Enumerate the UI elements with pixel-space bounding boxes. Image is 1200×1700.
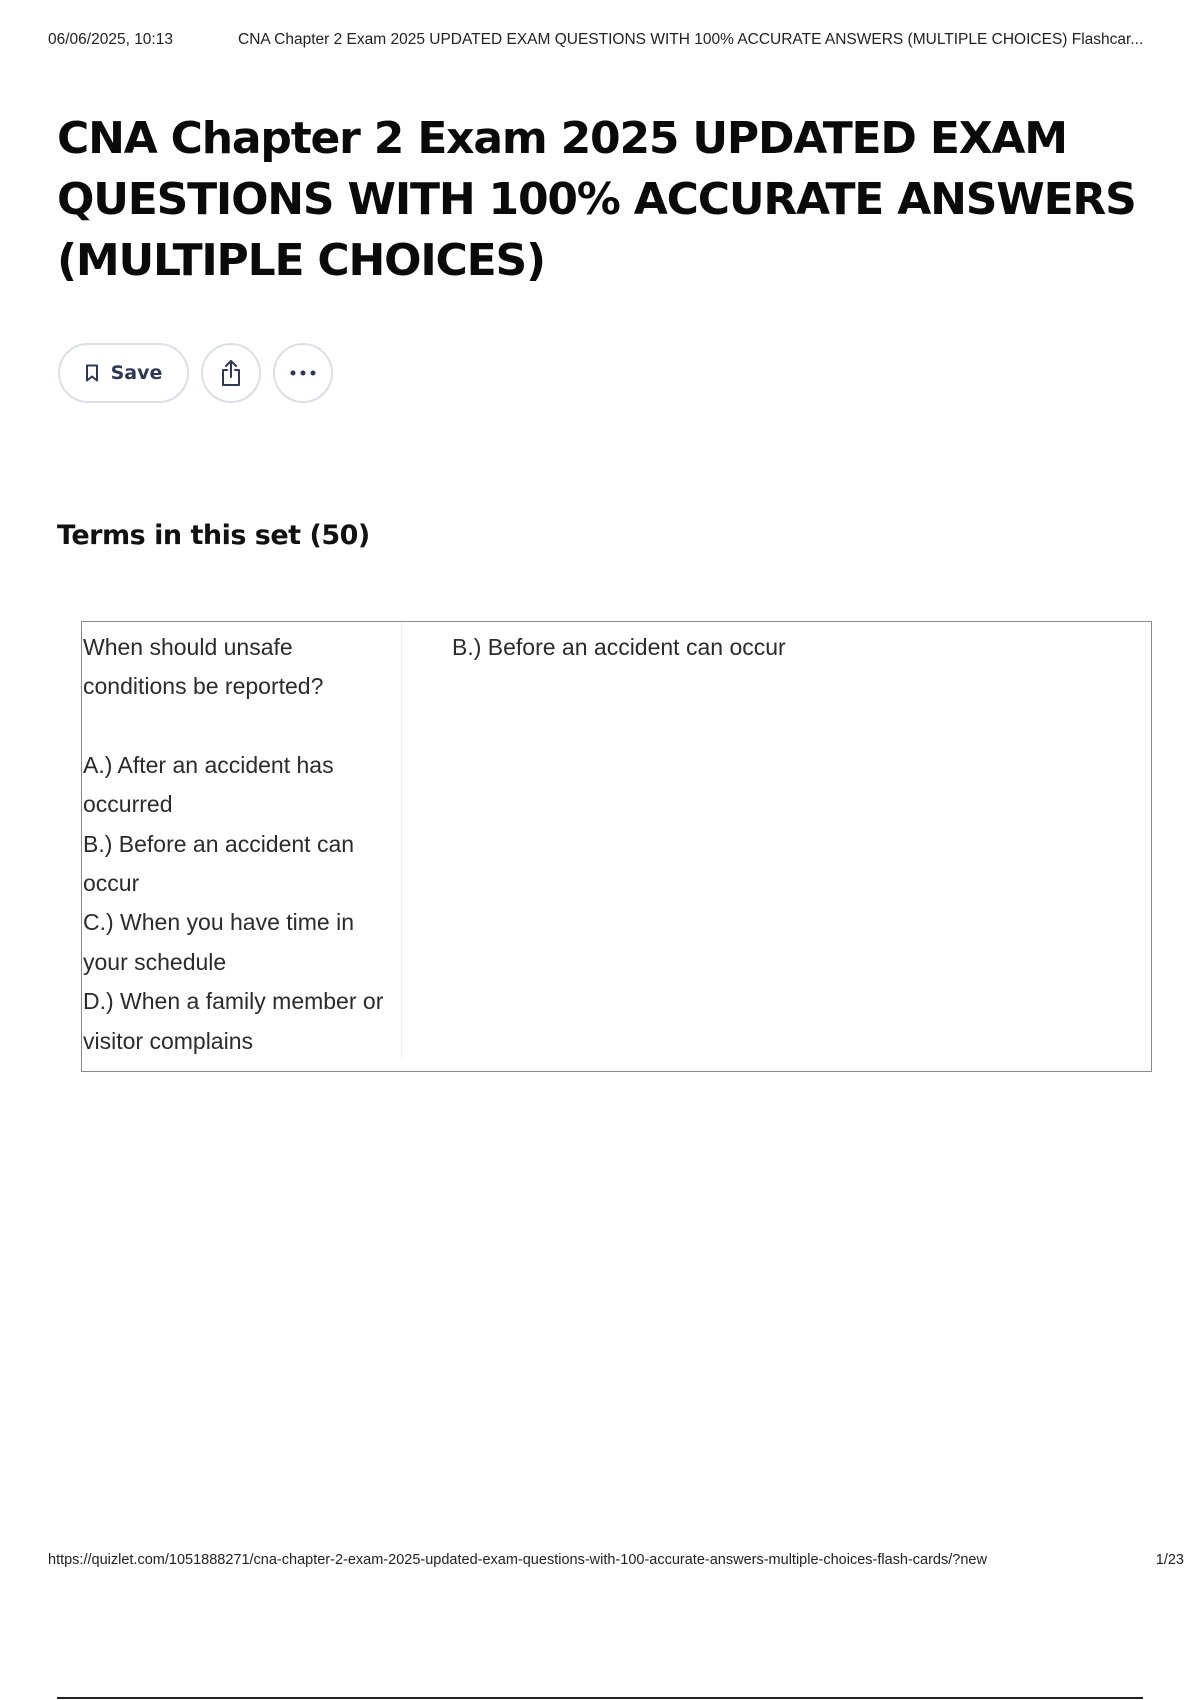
- print-url: https://quizlet.com/1051888271/cna-chapter-2-exam-2025-updated-exam-questions-with-100-accurate-answers-multiple-choices-flash-cards/?new: [48, 1552, 987, 1568]
- answer-text: B.) Before an accident can occur: [452, 634, 786, 660]
- option-c: C.) When you have time in your schedule: [83, 909, 355, 975]
- action-bar: [58, 343, 333, 403]
- flashcard: [81, 621, 1152, 1072]
- page-number: 1/23: [1155, 1552, 1184, 1568]
- save-button-label: Save: [110, 362, 163, 384]
- option-d: D.) When a family member or visitor complains: [83, 988, 384, 1054]
- bookmark-icon: [85, 364, 99, 382]
- share-button[interactable]: [201, 343, 261, 403]
- question-text: When should unsafe conditions be reported?: [83, 634, 324, 700]
- flashcard-term: [82, 622, 402, 1059]
- share-icon: [218, 359, 244, 387]
- page-title: CNA Chapter 2 Exam 2025 UPDATED EXAM QUESTIONS WITH 100% ACCURATE ANSWERS (MULTIPLE CHOICES): [57, 113, 1136, 286]
- print-header: [48, 28, 1184, 52]
- save-button[interactable]: [58, 343, 189, 403]
- option-a: A.) After an accident has occurred: [83, 751, 334, 818]
- flashcard-definition: [402, 622, 1151, 1071]
- option-b: B.) Before an accident can occur: [83, 830, 355, 897]
- print-doc-title: CNA Chapter 2 Exam 2025 UPDATED EXAM QUESTIONS WITH 100% ACCURATE ANSWERS (MULTIPLE CHOICES) Flashcar...: [238, 31, 1144, 48]
- page-divider: [57, 1697, 1143, 1699]
- terms-heading: Terms in this set (50): [57, 520, 370, 551]
- more-options-icon: [289, 370, 317, 376]
- print-datetime: 06/06/2025, 10:13: [48, 31, 173, 48]
- more-options-button[interactable]: [273, 343, 333, 403]
- print-footer: [48, 1548, 1184, 1572]
